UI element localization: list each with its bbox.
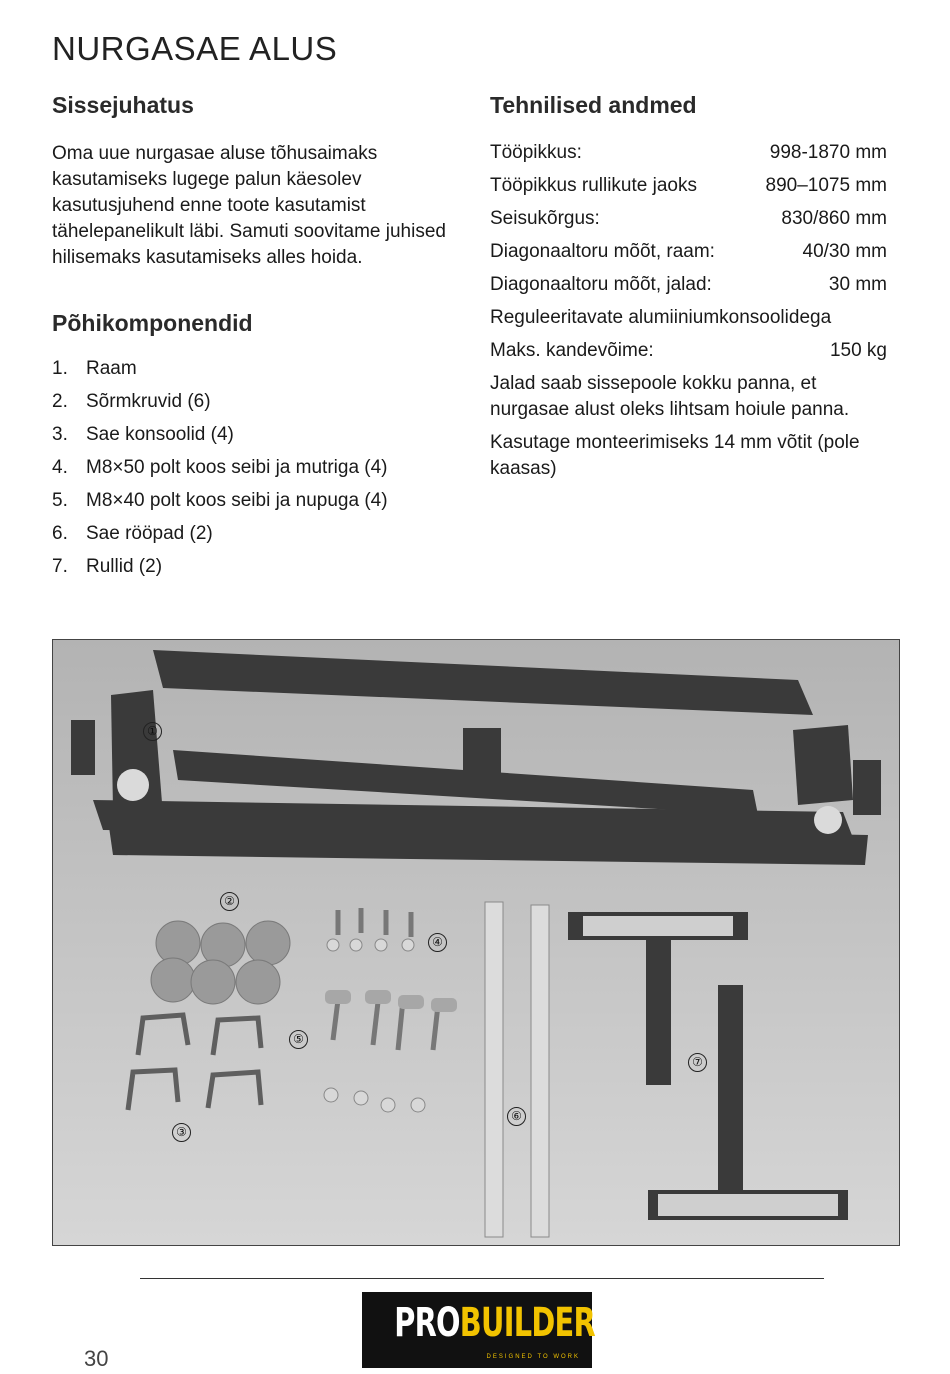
logo-builder-text: BUILDER: [459, 1300, 595, 1346]
frame-knob: [117, 769, 149, 801]
callout-2: ②: [220, 892, 239, 911]
list-label: Rullid (2): [86, 556, 163, 577]
spec-label: Diagonaaltoru mõõt, jalad:: [490, 274, 712, 295]
components-illustration: [53, 640, 899, 1245]
callout-6: ⑥: [507, 1107, 526, 1126]
list-item: [52, 554, 388, 587]
list-number: 3.: [52, 424, 68, 445]
spec-value: 30 mm: [828, 274, 887, 295]
spec-label: Reguleeritavate alumiiniumkonsoolidega: [490, 307, 832, 328]
spec-label: Diagonaaltoru mõõt, raam:: [490, 241, 715, 262]
intro-text: Oma uue nurgasae aluse tõhusaimaks kasutamiseks lugege palun käesolev kasutusjuhend enne toote kasutamist tähelepanelikult läbi. Samuti soovitame juhised hilisemaks kasutamiseks alles hoida.: [52, 143, 446, 268]
spec-row: [490, 272, 887, 305]
components-list: [52, 356, 388, 587]
list-label: M8×40 polt koos seibi ja nupuga (4): [86, 490, 388, 511]
callout-3: ③: [172, 1123, 191, 1142]
list-label: M8×50 polt koos seibi ja mutriga (4): [86, 457, 388, 478]
list-item: [52, 455, 388, 488]
spec-label: Tööpikkus rullikute jaoks: [490, 175, 697, 196]
list-item: [52, 521, 388, 554]
frame-knob: [814, 806, 842, 834]
specs-table: [490, 140, 887, 489]
list-label: Sae konsoolid (4): [86, 424, 234, 445]
spec-label: Seisukõrgus:: [490, 208, 600, 229]
spec-note-wrench: Kasutage monteerimiseks 14 mm võtit (pole kaasas): [490, 432, 860, 479]
page-number: 30: [84, 1346, 109, 1371]
callout-7: ⑦: [688, 1053, 707, 1072]
list-label: Sae rööpad (2): [86, 523, 213, 544]
callout-1: ①: [143, 722, 162, 741]
list-item: [52, 488, 388, 521]
spec-row: [490, 239, 887, 272]
spec-note-folding: Jalad saab sissepoole kokku panna, et nurgasae alust oleks lihtsam hoiule panna.: [490, 373, 850, 420]
list-number: 2.: [52, 391, 68, 412]
spec-value: 40/30 mm: [802, 241, 887, 262]
intro-heading: Sissejuhatus: [52, 92, 194, 118]
logo-wordmark: [394, 1300, 595, 1346]
list-item: [52, 422, 388, 455]
thumbscrew-set: [151, 921, 290, 1004]
spec-value: 890–1075 mm: [765, 175, 887, 196]
list-number: 4.: [52, 457, 68, 478]
spec-value: 830/860 mm: [781, 208, 887, 229]
spec-value: 150 kg: [829, 340, 887, 361]
list-item: [52, 356, 388, 389]
list-item: [52, 389, 388, 422]
list-label: Sõrmkruvid (6): [86, 391, 211, 412]
page-title: NURGASAE ALUS: [52, 30, 338, 67]
footer-divider: [140, 1278, 824, 1279]
spec-row: [490, 206, 887, 239]
list-label: Raam: [86, 358, 137, 379]
spec-value: 998-1870 mm: [769, 142, 887, 163]
list-number: 5.: [52, 490, 68, 511]
list-number: 6.: [52, 523, 68, 544]
callout-4: ④: [428, 933, 447, 952]
list-number: 1.: [52, 358, 68, 379]
spec-label: Tööpikkus:: [490, 142, 582, 163]
spec-row: [490, 173, 887, 206]
spec-row: [490, 305, 887, 338]
specs-heading: Tehnilised andmed: [490, 92, 697, 118]
components-photo: [52, 639, 900, 1246]
spec-label: Maks. kandevõime:: [490, 340, 654, 361]
list-number: 7.: [52, 556, 68, 577]
callout-5: ⑤: [289, 1030, 308, 1049]
logo-tagline: DESIGNED TO WORK: [486, 1354, 580, 1360]
brand-logo: [362, 1292, 595, 1368]
spec-row: [490, 140, 887, 173]
spec-row: [490, 338, 887, 371]
logo-pro-text: PRO: [394, 1300, 460, 1346]
components-heading: Põhikomponendid: [52, 310, 253, 336]
